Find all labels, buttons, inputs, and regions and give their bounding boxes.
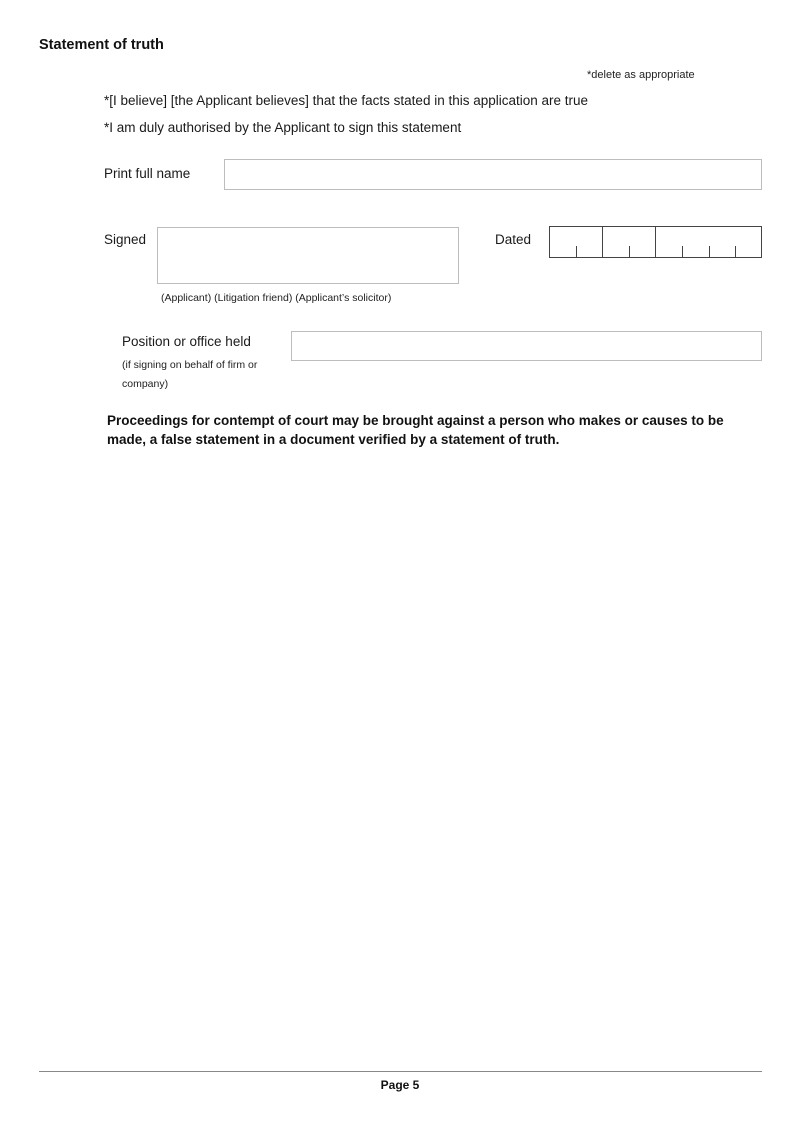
position-label: Position or office held xyxy=(122,334,251,349)
day-digit-divider xyxy=(576,246,577,257)
signature-field[interactable] xyxy=(157,227,459,284)
statement-authorised: *I am duly authorised by the Applicant to sign this statement xyxy=(104,120,462,135)
footer-divider xyxy=(39,1071,762,1072)
page-number: Page 5 xyxy=(380,1078,420,1092)
position-note: (if signing on behalf of firm or company) xyxy=(122,359,258,390)
signed-label: Signed xyxy=(104,232,147,247)
contempt-warning: Proceedings for contempt of court may be brought against a person who makes or causes to be made, a false statement in a document verified by a statement of truth. xyxy=(107,413,724,447)
section-heading: Statement of truth xyxy=(39,37,164,53)
print-name-label: Print full name xyxy=(104,166,191,181)
dated-label: Dated xyxy=(495,232,532,247)
year-digit-divider xyxy=(709,246,710,257)
month-year-divider xyxy=(655,227,656,257)
print-name-field[interactable] xyxy=(224,159,762,190)
month-digit-divider xyxy=(629,246,630,257)
year-digit-divider xyxy=(735,246,736,257)
date-field[interactable] xyxy=(549,226,762,258)
delete-note: *delete as appropriate xyxy=(587,69,695,81)
year-digit-divider xyxy=(682,246,683,257)
day-month-divider xyxy=(602,227,603,257)
signer-roles: (Applicant) (Litigation friend) (Applicant’s solicitor) xyxy=(161,292,392,304)
statement-belief: *[I believe] [the Applicant believes] that the facts stated in this application are true xyxy=(104,93,589,108)
position-field[interactable] xyxy=(291,331,762,361)
